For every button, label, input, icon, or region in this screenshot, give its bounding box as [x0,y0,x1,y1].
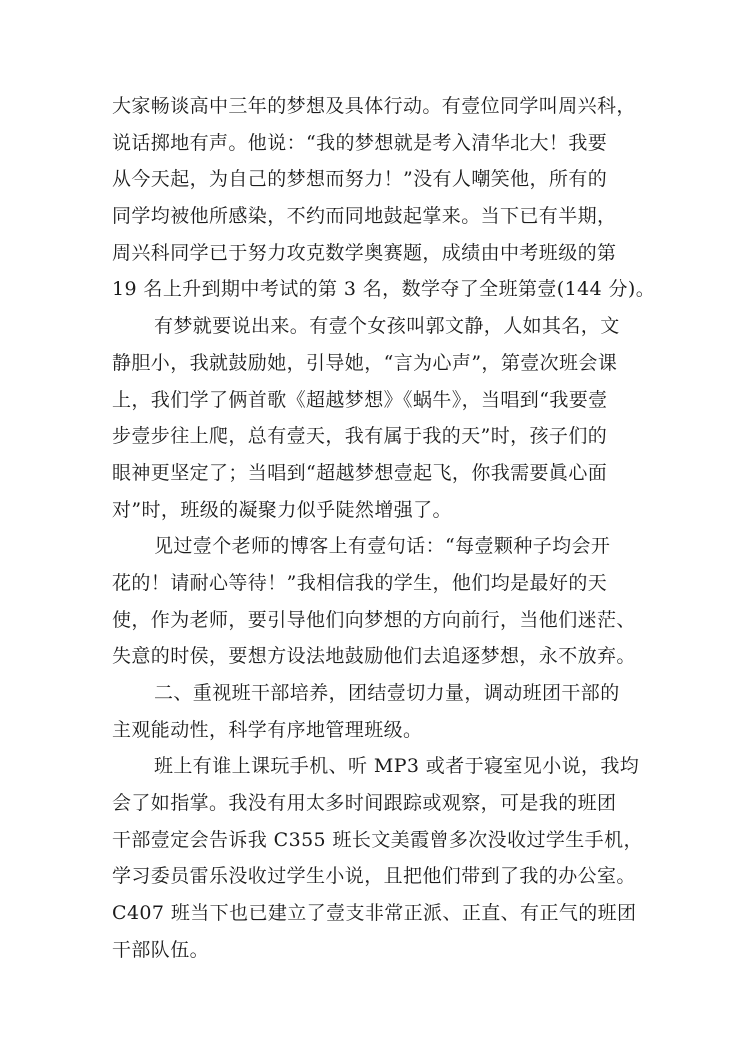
section-heading-line: 二、重视班干部培养，团结壹切力量，调动班团干部的 [154,682,620,704]
paragraph-first-line: 见过壹个老师的博客上有壹句话：“每壹颗种子均会开 [154,535,611,558]
text-line: 大家畅谈高中三年的梦想及具体行动。有壹位同学叫周兴科， [112,95,636,117]
text-line: C407 班当下也已建立了壹支非常正派、正直、有正气的班团 [112,902,637,925]
text-line: 静胆小，我就鼓励她，引导她，“言为心声”，第壹次班会课 [112,351,618,374]
text-line: 周兴科同学已于努力攻克数学奥赛题，成绩由中考班级的第 [112,241,617,264]
text-line: 干部壹定会告诉我 C355 班长文美霞曾多次没收过学生手机， [112,828,643,851]
text-line: 学习委员雷乐没收过学生小说，且把他们带到了我的办公室。 [112,865,636,888]
paragraph-first-line: 班上有谁上课玩手机、听 MP3 或者于寝室见小说，我均 [154,755,640,778]
text-line: 对”时，班级的凝聚力似乎陡然增强了。 [112,498,452,521]
text-line: 主观能动性，科学有序地管理班级。 [112,718,423,741]
text-line: 花的！请耐心等待！”我相信我的学生，他们均是最好的天 [112,571,608,594]
text-line: 干部队伍。 [112,938,210,961]
text-line: 19 名上升到期中考试的第 3 名，数学夺了全班第壹(144 分)。 [112,278,656,301]
text-line: 上，我们学了俩首歌《超越梦想》《蜗牛》，当唱到“我要壹 [112,388,608,411]
paragraph-first-line: 有梦就要说出来。有壹个女孩叫郭文静，人如其名，文 [154,315,620,338]
body-text [112,88,656,969]
text-line: 使，作为老师，要引导他们向梦想的方向前行，当他们迷茫、 [112,608,636,631]
text-line: 步壹步往上爬，总有壹天，我有属于我的天”时，孩子们的 [112,425,608,448]
text-line: 会了如指掌。我没有用太多时间跟踪或观察，可是我的班团 [112,792,617,815]
text-line: 说话掷地有声。他说：“我的梦想就是考入清华北大！我要 [112,131,608,154]
text-line: 同学均被他所感染，不约而同地鼓起掌来。当下已有半期， [112,205,617,228]
text-line: 眼神更坚定了；当唱到“超越梦想壹起飞，你我需要眞心面 [112,461,608,484]
text-line: 失意的时侯，要想方设法地鼓励他们去追逐梦想，永不放弃。 [112,645,636,668]
text-line: 从今天起，为自己的梦想而努力！”没有人嘲笑他，所有的 [112,168,608,191]
